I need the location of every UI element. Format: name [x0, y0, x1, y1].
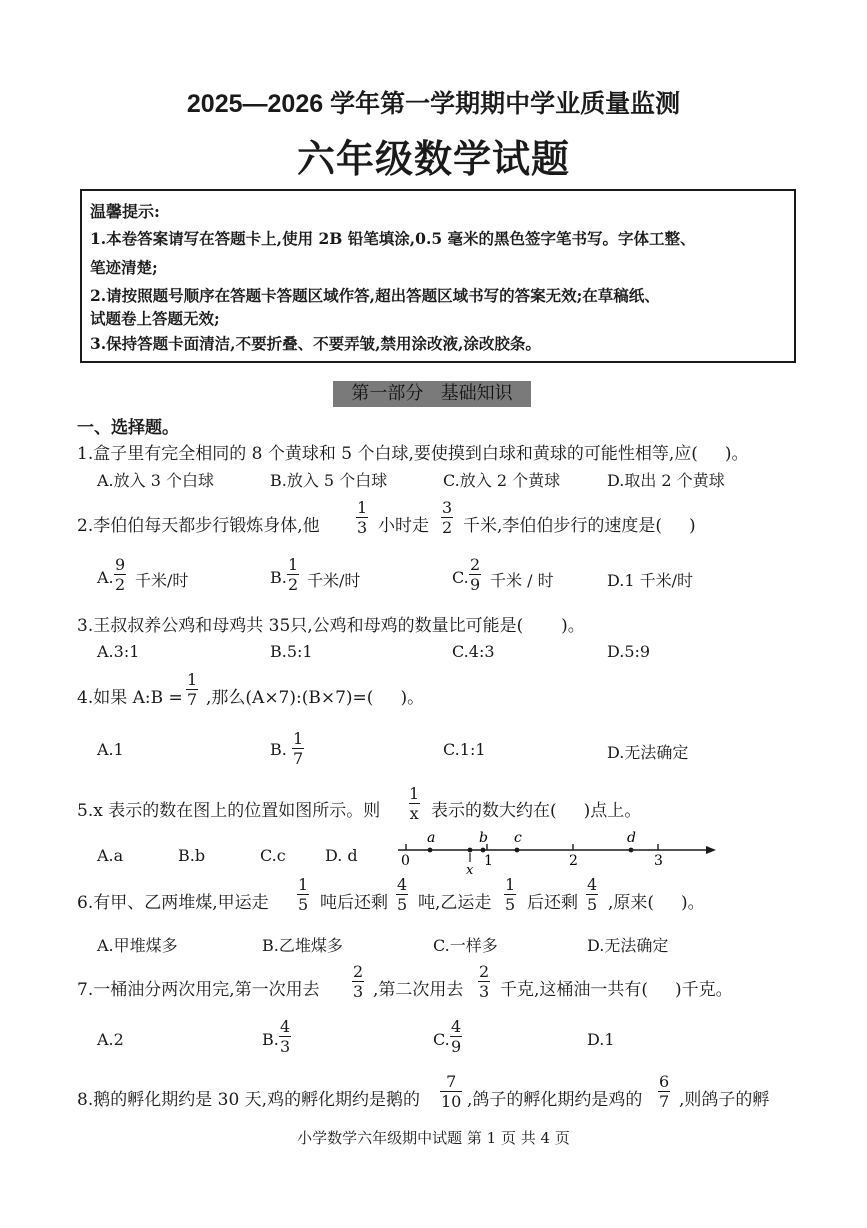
numerator: 1 — [288, 555, 299, 574]
question-2-option-a-fraction — [114, 555, 126, 594]
denominator: 3 — [357, 518, 368, 537]
question-2-option-c-prefix: C. — [452, 568, 469, 587]
denominator: 7 — [659, 1092, 670, 1111]
question-2-option-b-fraction — [287, 555, 299, 594]
question-5-fraction — [408, 784, 420, 823]
question-4-fraction — [186, 670, 198, 709]
notice-line-1: 1.本卷答案请写在答题卡上,使用 2B 铅笔填涂,0.5 毫米的黑色签字笔书写。字体工整、 — [90, 229, 696, 248]
label-a: a — [427, 830, 436, 846]
denominator: 5 — [505, 895, 516, 914]
question-6-text-4: 后还剩 — [527, 893, 578, 913]
question-6-fraction-3 — [504, 875, 516, 914]
exam-subtitle: 2025—2026 学年第一学期期中学业质量监测 — [186, 90, 681, 118]
numerator: 7 — [446, 1072, 457, 1091]
question-4-option-d: D.无法确定 — [607, 743, 689, 762]
question-6-fraction-4 — [586, 875, 598, 914]
numerator: 4 — [280, 1017, 291, 1036]
point-b — [481, 848, 486, 853]
question-3-option-c: C.4:3 — [452, 642, 495, 661]
question-3-option-d: D.5:9 — [607, 642, 651, 661]
numerator: 9 — [115, 555, 126, 574]
question-5-text-2: 表示的数大约在( )点上。 — [431, 801, 642, 821]
label-x: x — [466, 863, 474, 878]
label-2: 2 — [569, 853, 578, 869]
question-6-text-5: ,原来( )。 — [608, 893, 705, 913]
label-1: 1 — [484, 853, 493, 869]
question-5-text-1: 5.x 表示的数在图上的位置如图所示。则 — [77, 801, 381, 821]
denominator: 5 — [298, 895, 309, 914]
question-1-option-d: D.取出 2 个黄球 — [607, 471, 725, 490]
numerator: 1 — [505, 875, 516, 894]
denominator: 2 — [115, 575, 126, 594]
numerator: 3 — [442, 498, 453, 517]
question-8-text-3: ,则鸽子的孵 — [679, 1090, 770, 1110]
label-d: d — [627, 830, 636, 846]
number-line — [390, 828, 720, 878]
question-6-text-3: 吨,乙运走 — [418, 893, 492, 913]
point-d — [629, 848, 634, 853]
denominator: 5 — [397, 895, 408, 914]
exam-title: 六年级数学试题 — [296, 139, 570, 181]
label-0: 0 — [401, 853, 410, 869]
numerator: 2 — [470, 555, 481, 574]
question-4-option-b-prefix: B. — [270, 740, 287, 759]
denominator: 3 — [353, 982, 364, 1001]
label-3: 3 — [654, 853, 663, 869]
numerator: 1 — [409, 784, 420, 803]
question-3-option-b: B.5:1 — [270, 642, 313, 661]
question-6-text-1: 6.有甲、乙两堆煤,甲运走 — [77, 893, 269, 913]
question-7-option-c-prefix: C. — [433, 1030, 450, 1049]
numerator: 6 — [659, 1072, 670, 1091]
question-7-option-c-fraction — [450, 1017, 462, 1056]
point-x — [468, 848, 473, 853]
question-7-text-3: 千克,这桶油一共有( )千克。 — [500, 980, 733, 1000]
notice-line-1b: 笔迹清楚; — [90, 258, 158, 277]
question-4-option-a: A.1 — [97, 740, 124, 759]
question-5-option-b: B.b — [178, 846, 206, 865]
question-3-option-a: A.3:1 — [97, 642, 140, 661]
question-7-option-b-fraction — [279, 1017, 291, 1056]
label-c: c — [514, 830, 522, 846]
denominator: 7 — [187, 690, 198, 709]
question-6-text-2: 吨后还剩 — [320, 893, 388, 913]
question-2-text-2: 小时走 — [378, 516, 429, 536]
question-7-option-a: A.2 — [97, 1030, 124, 1049]
question-2-text-3: 千米,李伯伯步行的速度是( ) — [463, 516, 696, 536]
question-3-stem: 3.王叔叔养公鸡和母鸡共 35只,公鸡和母鸡的数量比可能是( )。 — [77, 616, 585, 636]
notice-line-2b: 试题卷上答题无效; — [90, 309, 220, 328]
numerator: 4 — [397, 875, 408, 894]
question-2-option-c-fraction — [469, 555, 481, 594]
question-2-option-a-prefix: A. — [97, 568, 114, 587]
question-4-option-b-fraction — [292, 729, 304, 768]
question-7-text-2: ,第二次用去 — [373, 980, 464, 1000]
denominator: 5 — [587, 895, 598, 914]
numerator: 1 — [298, 875, 309, 894]
question-4-text-2: ,那么(A×7):(B×7)=( )。 — [206, 688, 425, 708]
question-6-fraction-1 — [297, 875, 309, 914]
question-7-fraction-2 — [478, 962, 490, 1001]
question-1-stem: 1.盒子里有完全相同的 8 个黄球和 5 个白球,要使摸到白球和黄球的可能性相等,应( )。 — [77, 444, 749, 464]
numerator: 1 — [357, 498, 368, 517]
question-6-option-c: C.一样多 — [433, 936, 498, 955]
question-1-option-b: B.放入 5 个白球 — [270, 471, 388, 490]
denominator: 3 — [280, 1037, 291, 1056]
question-2-text-1: 2.李伯伯每天都步行锻炼身体,他 — [77, 516, 320, 536]
question-2-option-a-unit: 千米/时 — [135, 571, 189, 590]
numerator: 4 — [587, 875, 598, 894]
denominator: 10 — [441, 1092, 462, 1111]
denominator: 9 — [451, 1037, 462, 1056]
denominator: 2 — [442, 518, 453, 537]
part-label: 第一部分 基础知识 — [333, 381, 531, 407]
numerator: 2 — [479, 962, 490, 981]
question-7-text-1: 7.一桶油分两次用完,第一次用去 — [77, 980, 320, 1000]
question-2-option-d: D.1 千米/时 — [607, 571, 694, 590]
notice-line-2: 2.请按照题号顺序在答题卡答题区域作答,超出答题区域书写的答案无效;在草稿纸、 — [90, 286, 660, 305]
question-7-fraction-1 — [352, 962, 364, 1001]
question-7-option-b-prefix: B. — [262, 1030, 279, 1049]
question-2-fraction-2 — [441, 498, 453, 537]
question-2-option-c-unit: 千米 / 时 — [490, 571, 554, 590]
denominator: 2 — [288, 575, 299, 594]
point-a — [428, 848, 433, 853]
question-1-option-c: C.放入 2 个黄球 — [443, 471, 561, 490]
question-6-option-b: B.乙堆煤多 — [262, 936, 343, 955]
question-8-fraction-2 — [658, 1072, 670, 1111]
question-4-text-1: 4.如果 A:B = — [77, 688, 183, 708]
question-7-option-d: D.1 — [587, 1030, 615, 1049]
question-6-option-a: A.甲堆煤多 — [97, 936, 178, 955]
denominator: 7 — [293, 749, 304, 768]
question-6-fraction-2 — [396, 875, 408, 914]
question-4-option-c: C.1:1 — [443, 740, 486, 759]
question-2-option-b-unit: 千米/时 — [307, 571, 361, 590]
numerator: 4 — [451, 1017, 462, 1036]
question-6-option-d: D.无法确定 — [587, 936, 669, 955]
question-8-text-1: 8.鹅的孵化期约是 30 天,鸡的孵化期约是鹅的 — [77, 1090, 421, 1110]
denominator: x — [409, 804, 419, 823]
denominator: 3 — [479, 982, 490, 1001]
question-1-option-a: A.放入 3 个白球 — [97, 471, 214, 490]
numerator: 2 — [353, 962, 364, 981]
question-2-fraction-1 — [356, 498, 368, 537]
numerator: 1 — [187, 670, 198, 689]
page-footer: 小学数学六年级期中试题 第 1 页 共 4 页 — [297, 1129, 570, 1147]
question-5-option-a: A.a — [97, 846, 124, 865]
question-8-text-2: ,鸽子的孵化期约是鸡的 — [467, 1090, 643, 1110]
question-5-option-d: D. d — [325, 846, 358, 865]
question-2-option-b-prefix: B. — [270, 568, 287, 587]
section-label: 一、选择题。 — [77, 418, 179, 438]
question-8-fraction-1 — [440, 1072, 462, 1111]
notice-line-3: 3.保持答题卡面清洁,不要折叠、不要弄皱,禁用涂改液,涂改胶条。 — [90, 334, 541, 353]
notice-heading: 温馨提示: — [90, 202, 160, 221]
numerator: 1 — [293, 729, 304, 748]
number-line-arrow — [706, 846, 716, 854]
question-5-option-c: C.c — [260, 846, 286, 865]
point-c — [515, 848, 520, 853]
denominator: 9 — [470, 575, 481, 594]
label-b: b — [479, 830, 488, 846]
